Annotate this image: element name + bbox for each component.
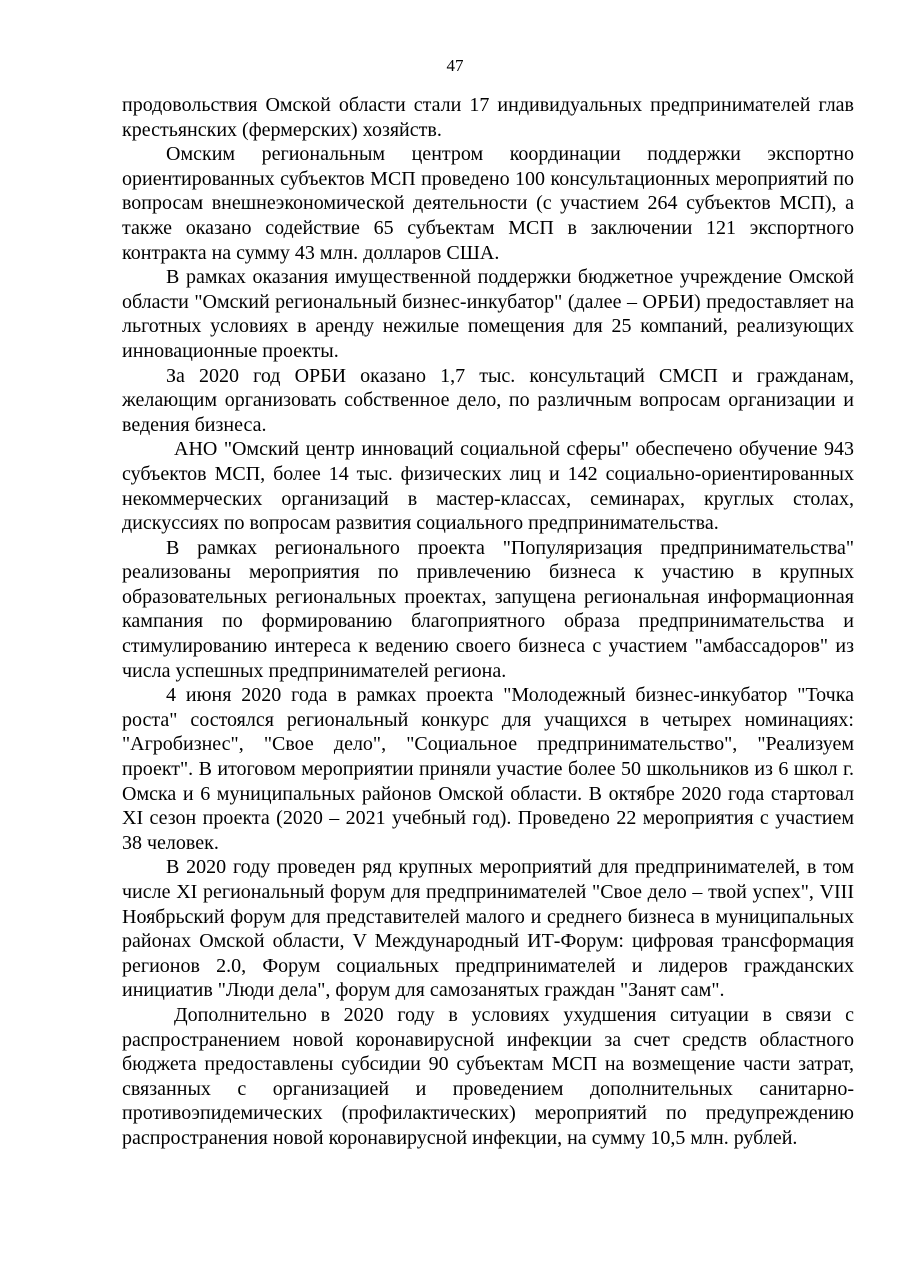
paragraph-2: Омским региональным центром координации поддержки экспортно ориентированных субъектов МСП проведено 100 консультационных мероприятий по вопросам внешнеэкономической деятельности (с участием 264 субъектов МСП), а также оказано содействие 65 субъектам МСП в заключении 121 экспортного контракта на сумму 43 млн. долларов США. <box>122 143 854 264</box>
paragraph-5: АНО "Омский центр инноваций социальной сферы" обеспечено обучение 943 субъектов МСП, более 14 тыс. физических лиц и 142 социально-ориентированных некоммерческих организаций в мастер-классах, семинарах, круглых столах, дискуссиях по вопросам развития социального предпринимательства. <box>122 438 854 535</box>
paragraph-9: Дополнительно в 2020 году в условиях ухудшения ситуации в связи с распространением новой коронавирусной инфекции за счет средств областного бюджета предоставлены субсидии 90 субъектам МСП на возмещение части затрат, связанных с организацией и проведением дополнительных санитарно-противоэпидемических (профилактических) мероприятий по предупреждению распространения новой коронавирусной инфекции, на сумму 10,5 млн. рублей. <box>122 1003 854 1149</box>
paragraph-8: В 2020 году проведен ряд крупных мероприятий для предпринимателей, в том числе XI региональный форум для предпринимателей "Свое дело – твой успех", VIII Ноябрьский форум для представителей малого и среднего бизнеса в муниципальных районах Омской области, V Международный ИТ-Форум: цифровая трансформация регионов 2.0, Форум социальных предпринимателей и лидеров гражданских инициатив "Люди дела", форум для самозанятых граждан "Занят сам". <box>122 856 854 1002</box>
paragraph-6: В рамках регионального проекта "Популяризация предпринимательства" реализованы мероприятия по привлечению бизнеса к участию в крупных образовательных региональных проектах, запущена региональная информационная кампания по формированию благоприятного образа предпринимательства и стимулированию интереса к ведению своего бизнеса с участием "амбассадоров" из числа успешных предпринимателей региона. <box>122 536 854 682</box>
paragraph-1: продовольствия Омской области стали 17 индивидуальных предпринимателей глав крестьянских (фермерских) хозяйств. <box>122 94 854 141</box>
document-body <box>122 93 854 1151</box>
page-number: 47 <box>446 56 464 75</box>
paragraph-4: За 2020 год ОРБИ оказано 1,7 тыс. консультаций СМСП и гражданам, желающим организовать собственное дело, по различным вопросам организации и ведения бизнеса. <box>122 364 854 436</box>
paragraph-3: В рамках оказания имущественной поддержки бюджетное учреждение Омской области "Омский региональный бизнес-инкубатор" (далее – ОРБИ) предоставляет на льготных условиях в аренду нежилые помещения для 25 компаний, реализующих инновационные проекты. <box>122 266 854 362</box>
paragraph-7: 4 июня 2020 года в рамках проекта "Молодежный бизнес-инкубатор "Точка роста" состоялся региональный конкурс для учащихся в четырех номинациях: "Агробизнес", "Свое дело", "Социальное предпринимательство", "Реализуем проект". В итоговом мероприятии приняли участие более 50 школьников из 6 школ г. Омска и 6 муниципальных районов Омской области. В октябре 2020 года стартовал XI сезон проекта (2020 – 2021 учебный год). Проведено 22 мероприятия с участием 38 человек. <box>122 684 854 854</box>
